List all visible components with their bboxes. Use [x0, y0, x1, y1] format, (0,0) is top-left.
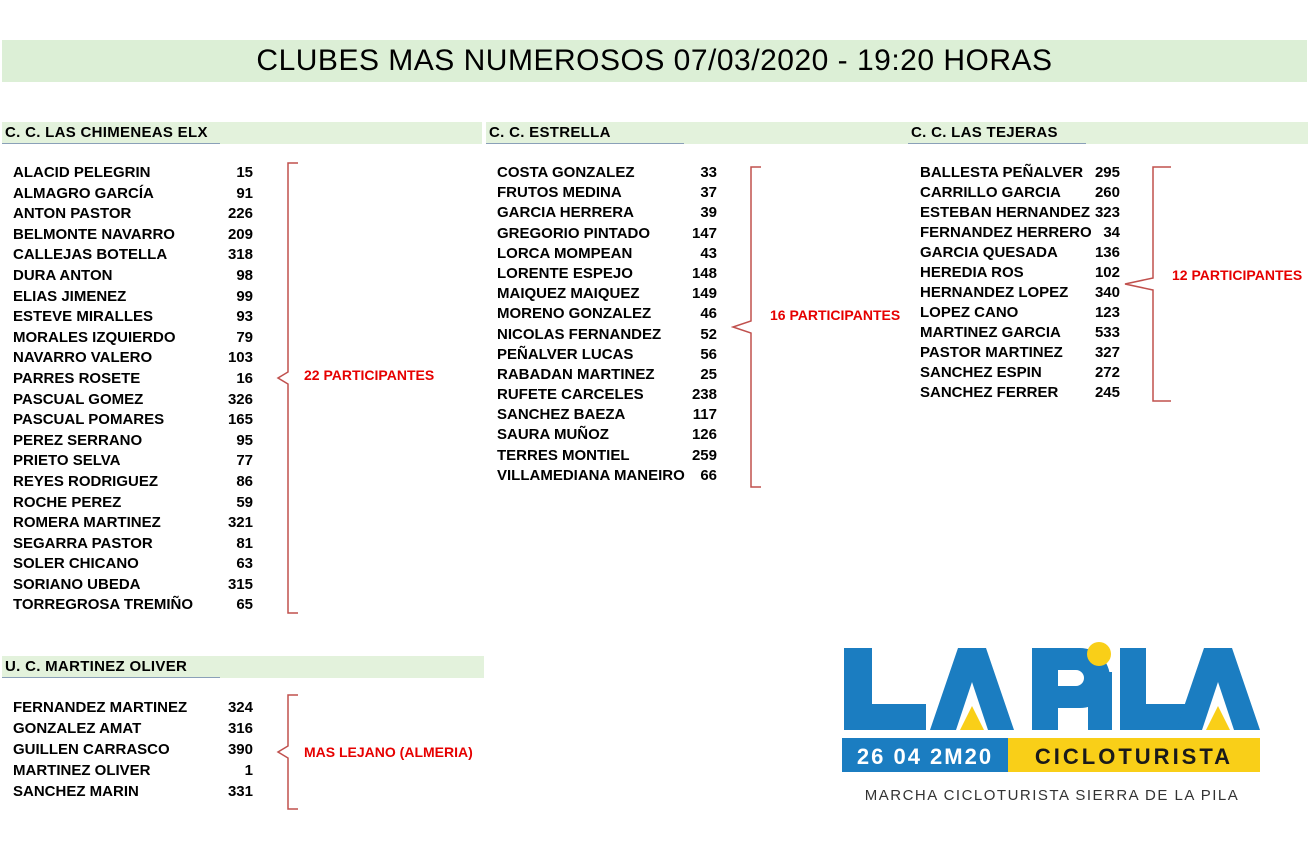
member-row — [920, 224, 1120, 244]
member-number: 79 — [236, 328, 253, 346]
member-row — [13, 555, 253, 576]
member-number: 148 — [691, 264, 717, 282]
member-number: 209 — [227, 225, 253, 243]
member-row — [497, 305, 717, 325]
member-name: CARRILLO GARCIA — [920, 184, 1061, 201]
member-row — [920, 164, 1120, 184]
member-row — [497, 447, 717, 467]
member-number: 327 — [1094, 344, 1120, 361]
logo-dot — [1087, 642, 1111, 666]
member-name: NAVARRO VALERO — [13, 349, 153, 367]
member-row — [13, 762, 253, 783]
member-number: 324 — [227, 699, 253, 716]
member-number: 52 — [700, 325, 717, 343]
member-row — [497, 326, 717, 346]
member-name: RUFETE CARCELES — [497, 386, 644, 404]
member-number: 323 — [1094, 204, 1120, 221]
member-number: 63 — [236, 555, 253, 573]
member-number: 390 — [227, 741, 253, 758]
member-number: 147 — [691, 224, 717, 242]
member-row — [13, 205, 253, 226]
member-name: LORENTE ESPEJO — [497, 264, 633, 282]
member-number: 226 — [227, 205, 253, 223]
club-name: C. C. ESTRELLA — [489, 124, 611, 141]
member-name: BALLESTA PEÑALVER — [920, 164, 1084, 181]
member-number: 117 — [692, 406, 717, 424]
member-name: SEGARRA PASTOR — [13, 534, 153, 552]
member-row — [13, 370, 253, 391]
member-number: 165 — [227, 411, 253, 429]
member-row — [13, 576, 253, 597]
member-number: 136 — [1094, 244, 1120, 261]
member-number: 16 — [236, 369, 253, 387]
member-row — [13, 288, 253, 309]
member-row — [497, 225, 717, 245]
member-row — [13, 226, 253, 247]
member-row — [497, 164, 717, 184]
member-row — [497, 366, 717, 386]
member-number: 86 — [236, 472, 253, 490]
member-name: SANCHEZ ESPIN — [920, 364, 1042, 381]
member-name: MORENO GONZALEZ — [497, 305, 652, 323]
member-row — [13, 432, 253, 453]
bracket-martinez-oliver — [276, 694, 306, 810]
member-number: 77 — [236, 452, 253, 470]
member-row — [497, 184, 717, 204]
member-row — [13, 308, 253, 329]
member-number: 25 — [700, 365, 717, 383]
member-row — [920, 324, 1120, 344]
member-row — [920, 344, 1120, 364]
member-name: RABADAN MARTINEZ — [497, 365, 655, 383]
member-row — [920, 384, 1120, 404]
member-number: 66 — [700, 466, 717, 484]
club-header-martinez-oliver — [2, 656, 484, 678]
member-name: REYES RODRIGUEZ — [13, 472, 159, 490]
member-name: ALACID PELEGRIN — [13, 164, 151, 181]
member-row — [13, 411, 253, 432]
member-number: 149 — [691, 285, 717, 303]
member-number: 91 — [236, 184, 253, 202]
member-row — [13, 699, 253, 720]
member-name: ESTEBAN HERNANDEZ — [920, 204, 1091, 221]
member-number: 331 — [227, 783, 253, 800]
member-name: HEREDIA ROS — [920, 264, 1024, 281]
member-number: 126 — [691, 426, 717, 444]
club-header-chimeneas — [2, 122, 482, 144]
club-name: C. C. LAS CHIMENEAS ELX — [5, 124, 208, 141]
member-number: 260 — [1094, 184, 1120, 201]
member-number: 533 — [1094, 324, 1120, 341]
member-row — [13, 267, 253, 288]
member-name: ALMAGRO GARCÍA — [13, 184, 154, 202]
member-number: 245 — [1094, 384, 1120, 401]
bracket-estrella — [731, 166, 761, 488]
member-name: HERNANDEZ LOPEZ — [920, 284, 1069, 301]
member-number: 238 — [691, 386, 717, 404]
member-name: MORALES IZQUIERDO — [13, 328, 176, 346]
logo-letter-i — [1088, 672, 1112, 730]
member-name: MARTINEZ GARCIA — [920, 324, 1061, 341]
member-number: 99 — [236, 287, 253, 305]
member-number: 295 — [1094, 164, 1120, 181]
member-number: 123 — [1094, 304, 1120, 321]
member-number: 43 — [700, 244, 717, 262]
member-name: GONZALEZ AMAT — [13, 720, 142, 737]
member-row — [920, 204, 1120, 224]
member-number: 81 — [236, 534, 253, 552]
member-row — [920, 364, 1120, 384]
member-name: SANCHEZ FERRER — [920, 384, 1059, 401]
member-number: 98 — [236, 266, 253, 284]
member-number: 102 — [1094, 264, 1120, 281]
member-list-martinez-oliver — [13, 699, 253, 804]
member-name: ROMERA MARTINEZ — [13, 514, 161, 532]
member-name: COSTA GONZALEZ — [497, 164, 635, 181]
member-row — [13, 596, 253, 617]
member-row — [497, 285, 717, 305]
member-name: ELIAS JIMENEZ — [13, 287, 127, 305]
member-row — [497, 467, 717, 487]
member-row — [920, 264, 1120, 284]
member-name: SAURA MUÑOZ — [497, 426, 609, 444]
member-name: SANCHEZ MARIN — [13, 783, 139, 800]
member-row — [13, 329, 253, 350]
member-name: PEÑALVER LUCAS — [497, 345, 634, 363]
member-row — [13, 783, 253, 804]
member-row — [497, 245, 717, 265]
member-name: LORCA MOMPEAN — [497, 244, 633, 262]
member-number: 15 — [236, 164, 253, 181]
member-name: PASCUAL GOMEZ — [13, 390, 144, 408]
page-title: CLUBES MAS NUMEROSOS 07/03/2020 - 19:20 HORAS — [2, 40, 1307, 82]
member-number: 103 — [227, 349, 253, 367]
member-row — [13, 452, 253, 473]
member-list-chimeneas — [13, 164, 253, 617]
member-number: 95 — [236, 431, 253, 449]
member-number: 33 — [700, 164, 717, 181]
bracket-tejeras — [1123, 166, 1173, 402]
member-row — [13, 246, 253, 267]
logo-tag: CICLOTURISTA — [1034, 744, 1234, 769]
member-name: FRUTOS MEDINA — [497, 184, 622, 202]
member-row — [13, 185, 253, 206]
member-name: PASCUAL POMARES — [13, 411, 165, 429]
member-row — [497, 406, 717, 426]
member-name: TERRES MONTIEL — [497, 446, 630, 464]
member-number: 34 — [1103, 224, 1120, 241]
member-name: LOPEZ CANO — [920, 304, 1019, 321]
member-row — [13, 164, 253, 185]
member-name: ESTEVE MIRALLES — [13, 308, 154, 326]
member-name: PEREZ SERRANO — [13, 431, 143, 449]
member-list-tejeras — [920, 164, 1120, 404]
member-name: FERNANDEZ HERRERO — [920, 224, 1092, 241]
member-name: SORIANO UBEDA — [13, 575, 141, 593]
member-row — [920, 284, 1120, 304]
member-number: 315 — [227, 575, 253, 593]
logo-subtitle: MARCHA CICLOTURISTA SIERRA DE LA PILA — [864, 787, 1240, 804]
member-row — [497, 346, 717, 366]
member-name: GUILLEN CARRASCO — [13, 741, 170, 758]
member-number: 1 — [244, 762, 253, 779]
member-number: 39 — [700, 204, 717, 222]
la-pila-logo — [842, 640, 1262, 810]
member-row — [13, 473, 253, 494]
member-number: 321 — [227, 514, 253, 532]
member-row — [13, 535, 253, 556]
member-name: MARTINEZ OLIVER — [13, 762, 151, 779]
member-name: FERNANDEZ MARTINEZ — [13, 699, 188, 716]
member-number: 56 — [700, 345, 717, 363]
member-number: 46 — [700, 305, 717, 323]
member-number: 340 — [1094, 284, 1120, 301]
member-row — [13, 720, 253, 741]
member-number: 37 — [700, 184, 717, 202]
member-number: 272 — [1094, 364, 1120, 381]
member-row — [497, 265, 717, 285]
member-name: PASTOR MARTINEZ — [920, 344, 1063, 361]
member-name: NICOLAS FERNANDEZ — [497, 325, 662, 343]
member-list-estrella — [497, 164, 717, 487]
member-row — [13, 494, 253, 515]
member-row — [13, 349, 253, 370]
member-name: PARRES ROSETE — [13, 369, 141, 387]
bracket-chimeneas — [276, 162, 306, 614]
member-row — [497, 386, 717, 406]
member-row — [920, 244, 1120, 264]
member-name: ROCHE PEREZ — [13, 493, 122, 511]
member-number: 59 — [236, 493, 253, 511]
member-row — [13, 741, 253, 762]
member-row — [920, 184, 1120, 204]
member-row — [497, 204, 717, 224]
member-name: TORREGROSA TREMIÑO — [13, 596, 194, 614]
member-number: 316 — [227, 720, 253, 737]
member-name: VILLAMEDIANA MANEIRO — [497, 466, 685, 484]
member-name: CALLEJAS BOTELLA — [13, 246, 168, 264]
member-number: 326 — [227, 390, 253, 408]
logo-date: 26 04 2M20 — [856, 744, 994, 769]
member-row — [920, 304, 1120, 324]
member-name: GREGORIO PINTADO — [497, 224, 651, 242]
member-row — [13, 514, 253, 535]
participants-label-martinez-oliver: MAS LEJANO (ALMERIA) — [304, 744, 473, 760]
logo-letter-l — [844, 648, 926, 730]
member-name: PRIETO SELVA — [13, 452, 121, 470]
member-number: 318 — [227, 246, 253, 264]
logo-letter-l2 — [1120, 648, 1190, 730]
participants-label-tejeras: 12 PARTICIPANTES — [1172, 267, 1303, 283]
member-number: 259 — [691, 446, 717, 464]
participants-label-chimeneas: 22 PARTICIPANTES — [304, 367, 435, 383]
member-name: SOLER CHICANO — [13, 555, 139, 573]
member-name: DURA ANTON — [13, 266, 113, 284]
member-name: ANTON PASTOR — [13, 205, 132, 223]
member-name: SANCHEZ BAEZA — [497, 406, 626, 424]
member-name: MAIQUEZ MAIQUEZ — [497, 285, 640, 303]
member-row — [13, 391, 253, 412]
member-row — [497, 426, 717, 446]
club-name: C. C. LAS TEJERAS — [911, 124, 1058, 141]
participants-label-estrella: 16 PARTICIPANTES — [770, 307, 901, 323]
member-name: BELMONTE NAVARRO — [13, 225, 175, 243]
member-name: GARCIA HERRERA — [497, 204, 634, 222]
member-number: 65 — [236, 596, 253, 614]
club-header-tejeras — [908, 122, 1308, 144]
member-name: GARCIA QUESADA — [920, 244, 1058, 261]
member-number: 93 — [236, 308, 253, 326]
club-name: U. C. MARTINEZ OLIVER — [5, 658, 188, 675]
